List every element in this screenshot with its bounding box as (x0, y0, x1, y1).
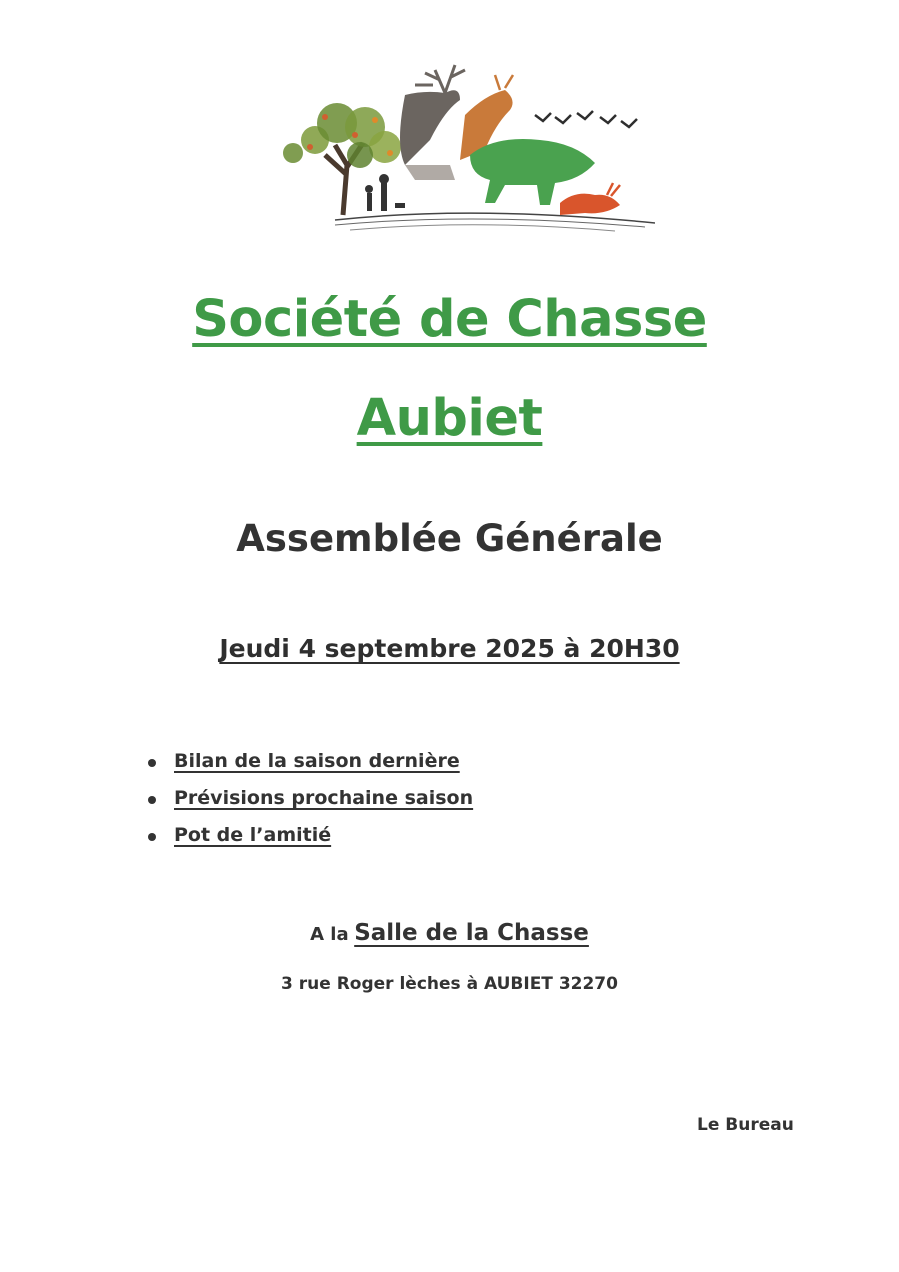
hunting-society-logo-icon (255, 55, 655, 235)
location-prefix: A la (310, 924, 349, 945)
title-line-1 (0, 290, 899, 349)
event-subtitle: Assemblée Générale (236, 517, 663, 560)
event-date (0, 634, 899, 663)
agenda-list (148, 750, 473, 861)
agenda-item-label: Prévisions prochaine saison (174, 787, 474, 809)
bullet-icon (148, 833, 156, 841)
bullet-icon (148, 759, 156, 767)
location-address: 3 rue Roger lèches à AUBIET 32270 (281, 974, 618, 994)
agenda-item (148, 824, 473, 861)
event-date-text: Jeudi 4 septembre 2025 à 20H30 (219, 634, 680, 663)
agenda-item-label: Pot de l’amitié (174, 824, 332, 846)
agenda-item-label: Bilan de la saison dernière (174, 750, 460, 772)
title-line-1-text: Société de Chasse (192, 290, 707, 349)
title-line-2-text: Aubiet (356, 389, 543, 448)
location-hall: Salle de la Chasse (354, 920, 589, 946)
location-line (0, 920, 899, 946)
signature: Le Bureau (697, 1115, 794, 1135)
bullet-icon (148, 796, 156, 804)
agenda-item (148, 750, 473, 787)
title-line-2 (0, 389, 899, 448)
agenda-item (148, 787, 473, 824)
